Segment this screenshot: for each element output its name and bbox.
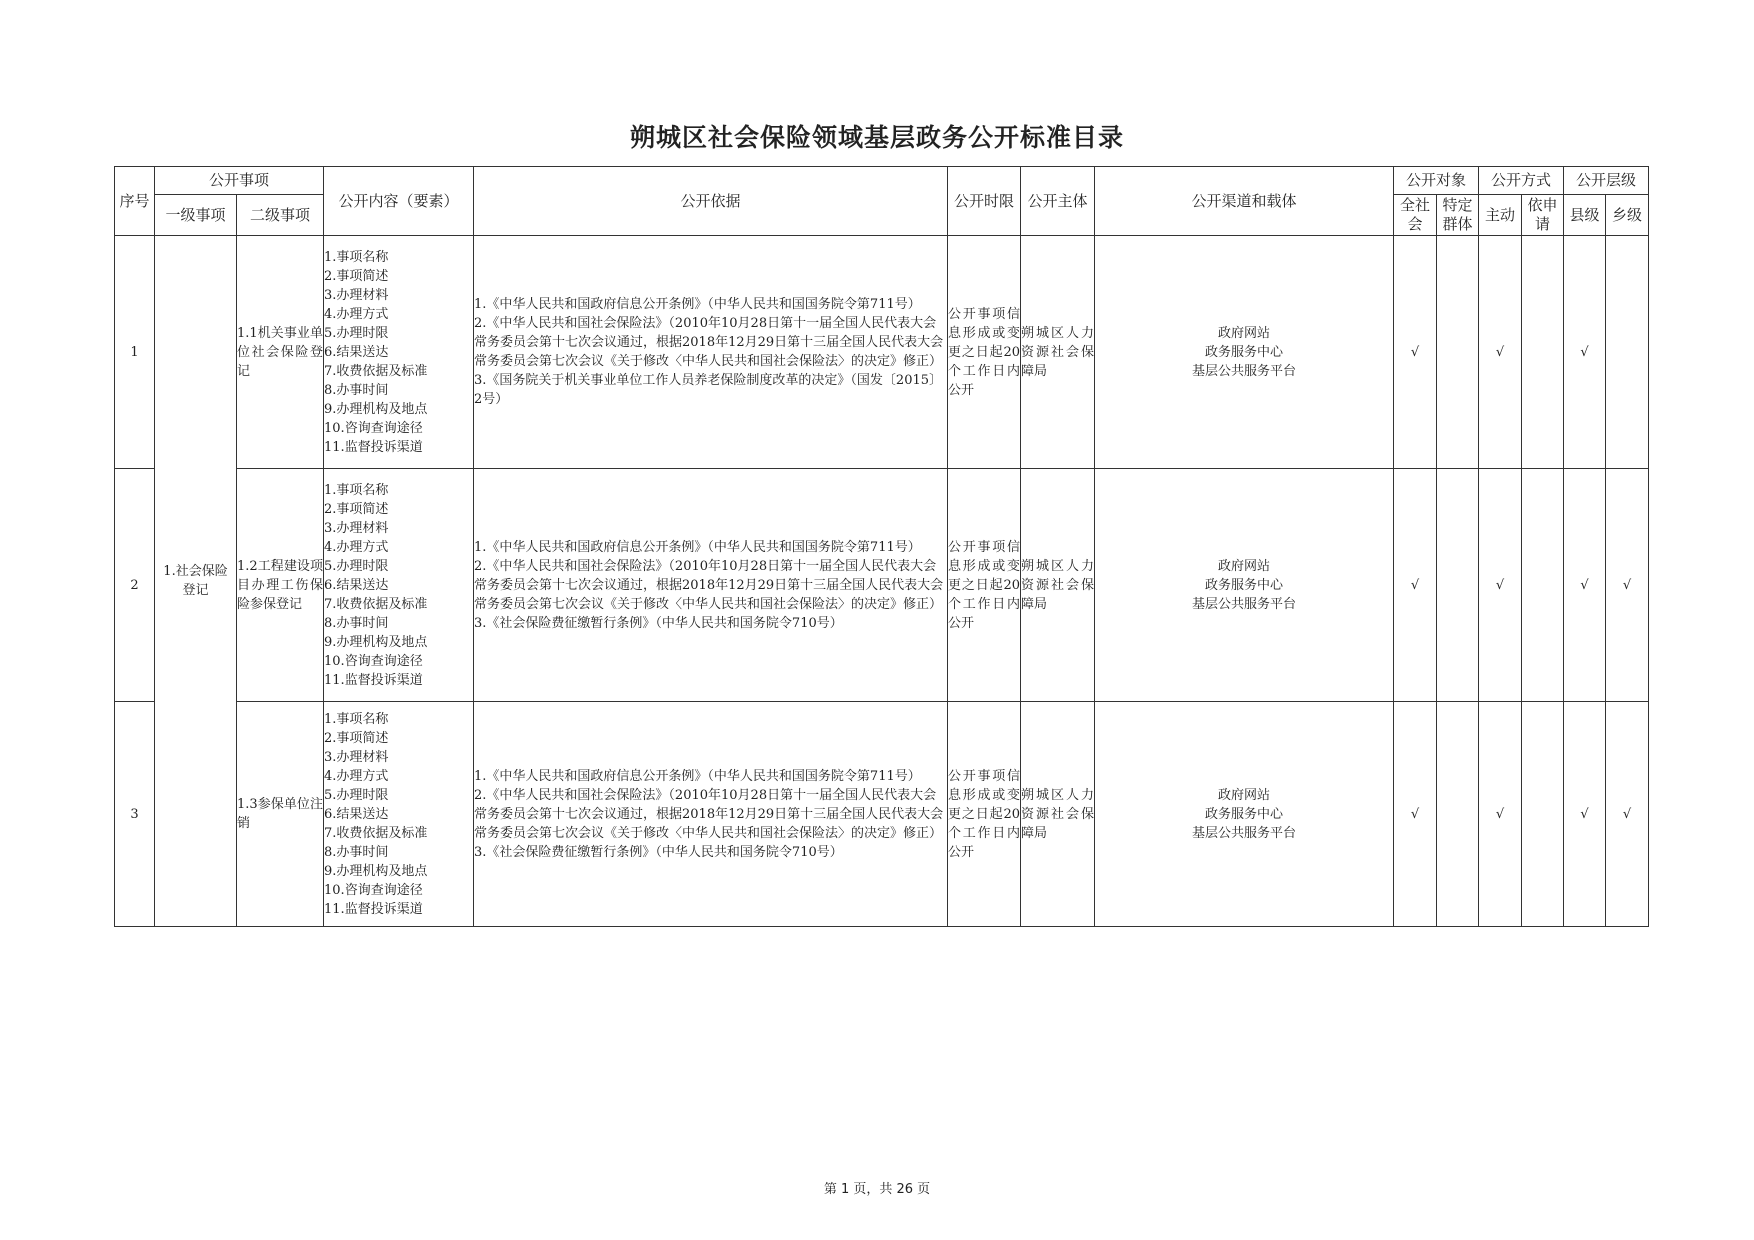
header-level-county: 县级	[1564, 195, 1606, 236]
page-footer: 第 1 页，共 26 页	[823, 1182, 931, 1197]
row-content: 1.事项名称 2.事项简述 3.办理材料 4.办理方式 5.办理时限 6.结果送达 7.收费依据及标准 8.办事时间 9.办理机构及地点 10.咨询查询途径 11.监督投诉渠道	[324, 236, 474, 469]
catalog-table	[114, 166, 1649, 927]
table-row	[115, 702, 1649, 927]
check-county: √	[1564, 469, 1606, 702]
row-seq: 3	[115, 702, 155, 927]
row-channel: 政府网站 政务服务中心 基层公共服务平台	[1095, 236, 1394, 469]
header-level-town: 乡级	[1606, 195, 1649, 236]
row-seq: 1	[115, 236, 155, 469]
check-specific	[1437, 236, 1479, 469]
check-active: √	[1479, 469, 1522, 702]
row-content: 1.事项名称 2.事项简述 3.办理材料 4.办理方式 5.办理时限 6.结果送达 7.收费依据及标准 8.办事时间 9.办理机构及地点 10.咨询查询途径 11.监督投诉渠道	[324, 469, 474, 702]
header-target-specific: 特定群体	[1437, 195, 1479, 236]
row-time-limit: 公开事项信息形成或变更之日起20个工作日内公开	[948, 469, 1021, 702]
row-subject: 朔城区人力资源社会保障局	[1021, 469, 1095, 702]
row-basis: 1.《中华人民共和国政府信息公开条例》（中华人民共和国国务院令第711号） 2.《中华人民共和国社会保险法》（2010年10月28日第十一届全国人民代表大会常务委员会第十七次会议通过，根据2018年12月29日第十三届全国人民代表大会常务委员会第七次会议《关于修改〈中华人民共和国社会保险法〉的决定》修正） 3.《社会保险费征缴暂行条例》（中华人民共和国务院令710号）	[474, 469, 948, 702]
header-level2: 二级事项	[237, 195, 324, 236]
row-seq: 2	[115, 469, 155, 702]
header-matter: 公开事项	[155, 167, 324, 195]
check-active: √	[1479, 702, 1522, 927]
check-town: √	[1606, 469, 1649, 702]
row-subject: 朔城区人力资源社会保障局	[1021, 702, 1095, 927]
row-level2: 1.2工程建设项目办理工伤保险参保登记	[237, 469, 324, 702]
header-time-limit: 公开时限	[948, 167, 1021, 236]
row-time-limit: 公开事项信息形成或变更之日起20个工作日内公开	[948, 236, 1021, 469]
table-row	[115, 469, 1649, 702]
header-method-request: 依申请	[1522, 195, 1564, 236]
header-basis: 公开依据	[474, 167, 948, 236]
row-time-limit: 公开事项信息形成或变更之日起20个工作日内公开	[948, 702, 1021, 927]
check-town: √	[1606, 702, 1649, 927]
header-channel: 公开渠道和载体	[1095, 167, 1394, 236]
header-level: 公开层级	[1564, 167, 1649, 195]
check-specific	[1437, 702, 1479, 927]
row-subject: 朔城区人力资源社会保障局	[1021, 236, 1095, 469]
row-basis: 1.《中华人民共和国政府信息公开条例》（中华人民共和国国务院令第711号） 2.《中华人民共和国社会保险法》（2010年10月28日第十一届全国人民代表大会常务委员会第十七次会议通过，根据2018年12月29日第十三届全国人民代表大会常务委员会第七次会议《关于修改〈中华人民共和国社会保险法〉的决定》修正） 3.《社会保险费征缴暂行条例》（中华人民共和国务院令710号）	[474, 702, 948, 927]
header-seq: 序号	[115, 167, 155, 236]
check-request	[1522, 469, 1564, 702]
check-county: √	[1564, 236, 1606, 469]
header-subject: 公开主体	[1021, 167, 1095, 236]
level1-item: 1.社会保险登记	[155, 236, 237, 927]
check-all: √	[1394, 702, 1437, 927]
page-title: 朔城区社会保险领域基层政务公开标准目录	[629, 123, 1124, 152]
header-method-active: 主动	[1479, 195, 1522, 236]
check-specific	[1437, 469, 1479, 702]
row-level2: 1.1机关事业单位社会保险登记	[237, 236, 324, 469]
row-channel: 政府网站 政务服务中心 基层公共服务平台	[1095, 702, 1394, 927]
header-level1: 一级事项	[155, 195, 237, 236]
row-content: 1.事项名称 2.事项简述 3.办理材料 4.办理方式 5.办理时限 6.结果送达 7.收费依据及标准 8.办事时间 9.办理机构及地点 10.咨询查询途径 11.监督投诉渠道	[324, 702, 474, 927]
row-channel: 政府网站 政务服务中心 基层公共服务平台	[1095, 469, 1394, 702]
check-all: √	[1394, 469, 1437, 702]
check-request	[1522, 236, 1564, 469]
check-request	[1522, 702, 1564, 927]
row-level2: 1.3参保单位注销	[237, 702, 324, 927]
check-town	[1606, 236, 1649, 469]
check-active: √	[1479, 236, 1522, 469]
header-target: 公开对象	[1394, 167, 1479, 195]
header-content: 公开内容（要素）	[324, 167, 474, 236]
header-target-all: 全社会	[1394, 195, 1437, 236]
row-basis: 1.《中华人民共和国政府信息公开条例》（中华人民共和国国务院令第711号） 2.《中华人民共和国社会保险法》（2010年10月28日第十一届全国人民代表大会常务委员会第十七次会议通过，根据2018年12月29日第十三届全国人民代表大会常务委员会第七次会议《关于修改〈中华人民共和国社会保险法〉的决定》修正） 3.《国务院关于机关事业单位工作人员养老保险制度改革的决定》（国发〔2015〕2号）	[474, 236, 948, 469]
table-row	[115, 236, 1649, 469]
check-all: √	[1394, 236, 1437, 469]
header-method: 公开方式	[1479, 167, 1564, 195]
check-county: √	[1564, 702, 1606, 927]
